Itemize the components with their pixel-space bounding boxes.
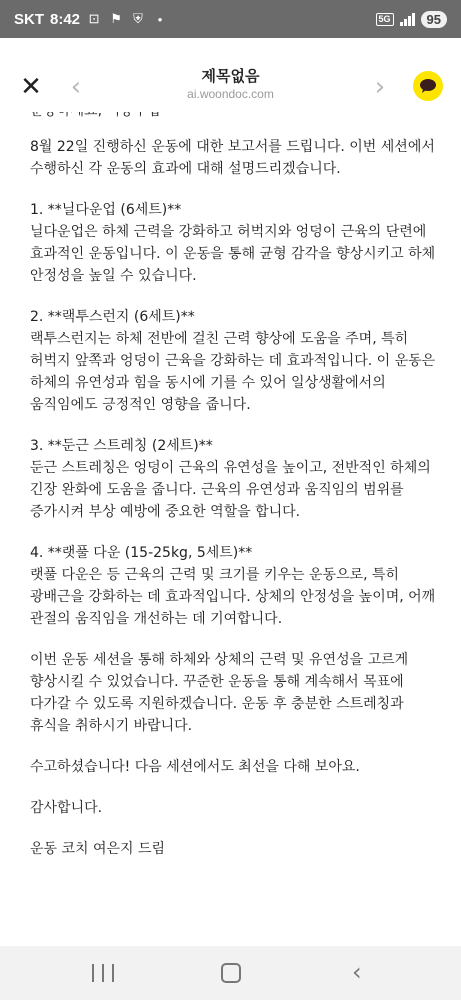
exercise-2-paragraph: 2. **랙투스런지 (6세트)** 랙투스런지는 하체 전반에 걸친 근력 향상에 도움을 주며, 특히 허벅지 앞쪽과 엉덩이 근육을 강화하는 데 효과적입니다. 이 운동은 하체의 유연성과 힘을 동시에 기를 수 있어 일상생활에서의 움직임에도 긍정적인 영향을 줍니다.	[30, 309, 436, 413]
exercise-3-paragraph: 3. **둔근 스트레칭 (2세트)** 둔근 스트레칭은 엉덩이 근육의 유연성을 높이고, 전반적인 하체의 긴장 완화에 도움을 줍니다. 근육의 유연성과 움직임의 범위를 증가시켜 부상 예방에 중요한 역할을 합니다.	[30, 438, 431, 520]
webview-header	[0, 38, 461, 112]
battery-indicator: 95	[421, 11, 447, 28]
thanks-paragraph: 감사합니다.	[30, 800, 103, 816]
system-back-button[interactable]	[352, 958, 362, 986]
intro-paragraph: 8월 22일 진행하신 운동에 대한 보고서를 드립니다. 이번 세션에서 수행하신 각 운동의 효과에 대해 설명드리겠습니다.	[30, 139, 435, 177]
close-button[interactable]	[18, 74, 44, 100]
title-area	[110, 66, 351, 102]
report-content	[0, 112, 461, 946]
screen-capture-icon: ⊡	[88, 11, 100, 26]
summary-paragraph: 이번 운동 세션을 통해 하체와 상체의 근력 및 유연성을 고르게 향상시킬 수 있었습니다. 꾸준한 운동을 통해 계속해서 목표에 다가갈 수 있도록 지원하겠습니다. 운동 후 충분한 스트레칭과 휴식을 취하시기 바랍니다.	[30, 652, 409, 734]
webview-sheet	[0, 38, 461, 946]
chevron-left-icon: ‹	[70, 72, 82, 102]
status-bar	[0, 0, 461, 38]
status-right	[376, 11, 447, 28]
back-arrow-icon: ‹	[352, 958, 362, 986]
chevron-right-icon: ›	[374, 72, 386, 102]
exercise-1-paragraph: 1. **닐다운업 (6세트)** 닐다운업은 하체 근력을 강화하고 허벅지와 엉덩이 근육의 단련에 효과적인 운동입니다. 이 운동을 통해 균형 감각을 향상시키고 하체 안정성을 높일 수 있습니다.	[30, 202, 436, 284]
closing-paragraph: 수고하셨습니다! 다음 세션에서도 최선을 다해 보아요.	[30, 759, 360, 775]
report-text	[30, 100, 442, 879]
exercise-4-paragraph: 4. **랫풀 다운 (15-25kg, 5세트)** 랫풀 다운은 등 근육의 근력 및 크기를 키우는 운동으로, 특히 광배근을 강화하는 데 효과적입니다. 상체의 안정성을 높이며, 어깨 관절의 움직임을 개선하는 데 기여합니다.	[30, 545, 436, 627]
signal-strength-icon	[400, 13, 415, 26]
shield-icon: ⛨	[133, 11, 143, 26]
status-left	[14, 11, 168, 28]
notification-dot-icon: •	[157, 11, 163, 27]
kakao-chat-icon	[419, 78, 437, 94]
running-app-icon: ⚑	[110, 11, 122, 26]
back-button[interactable]	[66, 74, 86, 100]
kakao-chat-button[interactable]	[413, 71, 443, 101]
carrier-label: SKT	[14, 10, 44, 28]
network-type-badge: 5G	[376, 13, 394, 26]
home-button[interactable]	[221, 963, 241, 983]
signature-paragraph: 운동 코치 여은지 드림	[30, 841, 166, 857]
page-url: ai.woondoc.com	[187, 87, 274, 101]
close-icon: ✕	[20, 72, 42, 102]
system-nav-bar	[0, 946, 461, 1000]
recent-apps-button[interactable]	[92, 964, 114, 982]
page-title: 제목없음	[201, 67, 260, 85]
forward-button[interactable]	[370, 74, 390, 100]
clock: 8:42	[50, 10, 81, 28]
